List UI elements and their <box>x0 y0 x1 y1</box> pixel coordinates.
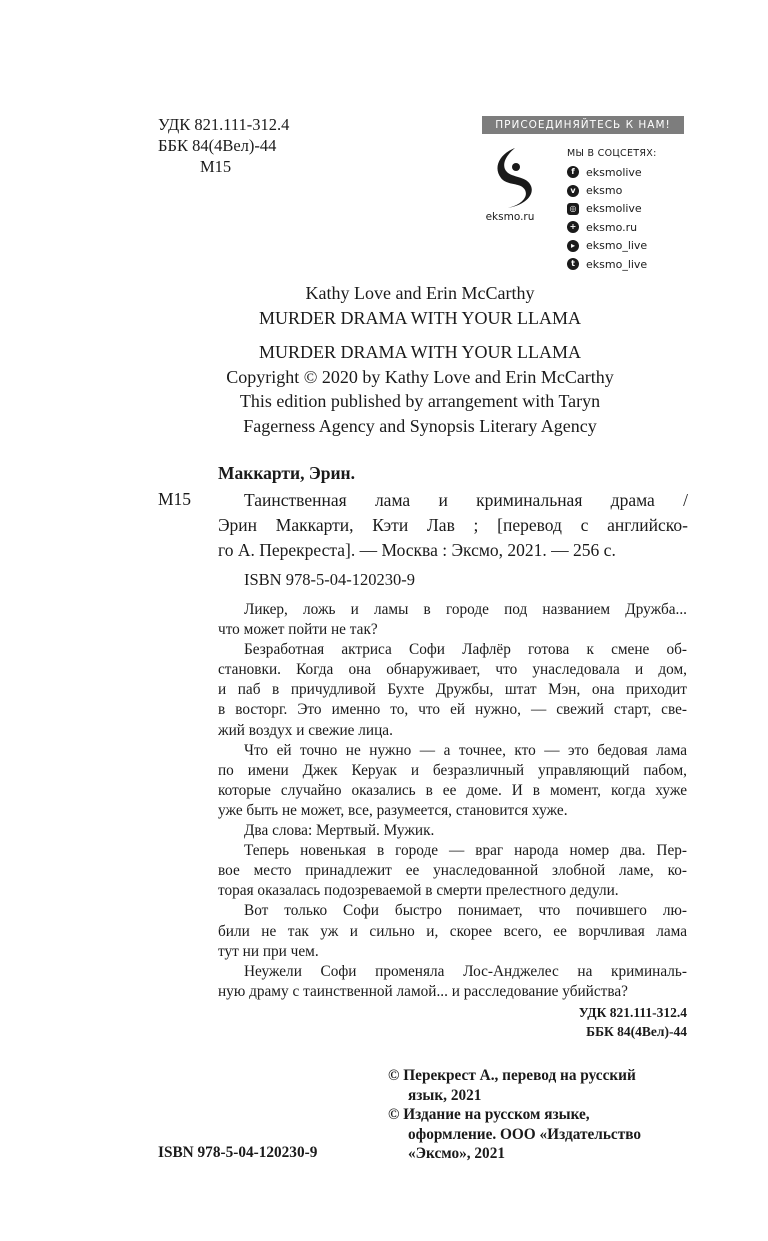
facebook-icon: f <box>567 166 579 178</box>
social-title: МЫ В СОЦСЕТЯХ: <box>567 148 657 159</box>
udk-code: УДК 821.111-312.4 <box>158 115 290 134</box>
footer-isbn: ISBN 978-5-04-120230-9 <box>158 1144 318 1161</box>
social-label: eksmo_live <box>586 257 648 271</box>
annotation-line: торая оказалась подозреваемой в смерти прелестного дедули. <box>218 882 619 900</box>
annotation-line: Ликер, ложь и ламы в городе под названием Дружба... <box>244 601 687 618</box>
annotation-line: становки. Когда она обнаруживает, что унаследовала и дом, <box>218 661 687 679</box>
footer-classification <box>540 1003 687 1041</box>
annotation-line: Безработная актриса Софи Лафлёр готова к смене об- <box>244 641 687 659</box>
copyright-line: © Перекрест А., перевод на русский <box>388 1067 636 1084</box>
social-item-twitter[interactable] <box>567 255 647 273</box>
annotation-line: тут ни при чем. <box>218 942 319 960</box>
eksmo-logo-icon <box>485 146 535 210</box>
annotation-line: Теперь новенькая в городе — враг народа номер два. Пер- <box>244 842 687 860</box>
twitter-icon: t <box>567 258 579 270</box>
vk-icon: v <box>567 185 579 197</box>
copyright-line: оформление. ООО «Издательство <box>408 1125 642 1143</box>
logo-site[interactable]: eksmo.ru <box>485 211 535 223</box>
annotation-line: по имени Джек Керуак и безразличный управляющий пабом, <box>218 761 687 779</box>
record-description <box>218 488 688 563</box>
record-line: Эрин Маккарти, Кэти Лав ; [перевод с английско- <box>218 515 688 535</box>
annotation-line: что может пойти не так? <box>218 621 378 639</box>
annotation-line: Что ей точно не нужно — а точнее, кто — это бедовая лама <box>244 741 687 759</box>
plus-icon: + <box>567 221 579 233</box>
copyright-notice <box>388 1066 688 1164</box>
social-item-site[interactable] <box>567 218 647 236</box>
annotation-line: Неужели Софи променяла Лос-Анджелес на криминаль- <box>244 962 687 980</box>
original-copyright-line: Fagerness Agency and Synopsis Literary Agency <box>243 415 597 436</box>
footer-udk: УДК 821.111-312.4 <box>578 1005 687 1020</box>
original-copyright-line: Copyright © 2020 by Kathy Love and Erin McCarthy <box>226 366 614 387</box>
social-label: eksmo.ru <box>586 220 638 234</box>
author-mark: М15 <box>200 157 232 176</box>
annotation-line: Вот только Софи быстро понимает, что почившего лю- <box>244 902 687 920</box>
original-copyright-block <box>150 340 690 438</box>
annotation-line: били не так уж и сильно и, скорее всего, ее ворчливая лама <box>218 922 687 940</box>
annotation-line: ную драму с таинственной ламой... и расследование убийства? <box>218 982 628 1000</box>
original-title: MURDER DRAMA WITH YOUR LLAMA <box>258 307 581 328</box>
footer-bbk: ББК 84(4Вел)-44 <box>586 1024 687 1039</box>
social-list <box>567 163 647 273</box>
original-title-block <box>150 281 690 330</box>
annotation-line: Два слова: Мертвый. Мужик. <box>244 822 435 840</box>
copyright-line: язык, 2021 <box>408 1086 482 1104</box>
annotation <box>218 600 687 1002</box>
annotation-line: и паб в причудливой Бухте Дружбы, штат Мэн, она приходит <box>218 681 687 699</box>
record-author: Маккарти, Эрин. <box>218 463 355 483</box>
classification-block <box>158 114 289 177</box>
bbk-code: ББК 84(4Вел)-44 <box>158 136 277 155</box>
record-isbn: ISBN 978-5-04-120230-9 <box>244 570 415 589</box>
social-item-vk[interactable] <box>567 181 647 199</box>
copyright-line: «Эксмо», 2021 <box>408 1145 506 1162</box>
social-item-instagram[interactable] <box>567 200 647 218</box>
annotation-line: жий воздух и свежие лица. <box>218 721 393 739</box>
social-label: eksmo_live <box>586 239 648 253</box>
youtube-icon: ▸ <box>567 240 579 252</box>
social-item-facebook[interactable] <box>567 163 647 181</box>
annotation-line: которые случайно оказались в ее доме. И в момент, когда хуже <box>218 781 687 799</box>
social-label: eksmolive <box>586 165 642 179</box>
annotation-line: уже быть не может, все, разумеется, становится хуже. <box>218 801 568 819</box>
join-banner: ПРИСОЕДИНЯЙТЕСЬ К НАМ! <box>482 116 684 134</box>
social-item-youtube[interactable] <box>567 237 647 255</box>
instagram-icon: ◎ <box>567 203 579 215</box>
copyright-line: © Издание на русском языке, <box>388 1106 590 1123</box>
original-authors: Kathy Love and Erin McCarthy <box>305 283 535 303</box>
record-line: Таинственная лама и криминальная драма / <box>244 490 688 510</box>
original-copyright-line: This edition published by arrangement with Taryn <box>239 391 601 411</box>
social-label: eksmo <box>586 184 623 198</box>
annotation-line: в восторг. Это именно то, что ей нужно, — свежий старт, све- <box>218 701 687 719</box>
record-mark: М15 <box>158 489 192 509</box>
original-copyright-line: MURDER DRAMA WITH YOUR LLAMA <box>258 342 581 362</box>
annotation-line: вое место принадлежит ее унаследованной злобной ламе, ко- <box>218 862 687 880</box>
social-label: eksmolive <box>586 202 642 216</box>
record-line: го А. Перекреста]. — Москва : Эксмо, 2021. — 256 с. <box>218 540 616 560</box>
